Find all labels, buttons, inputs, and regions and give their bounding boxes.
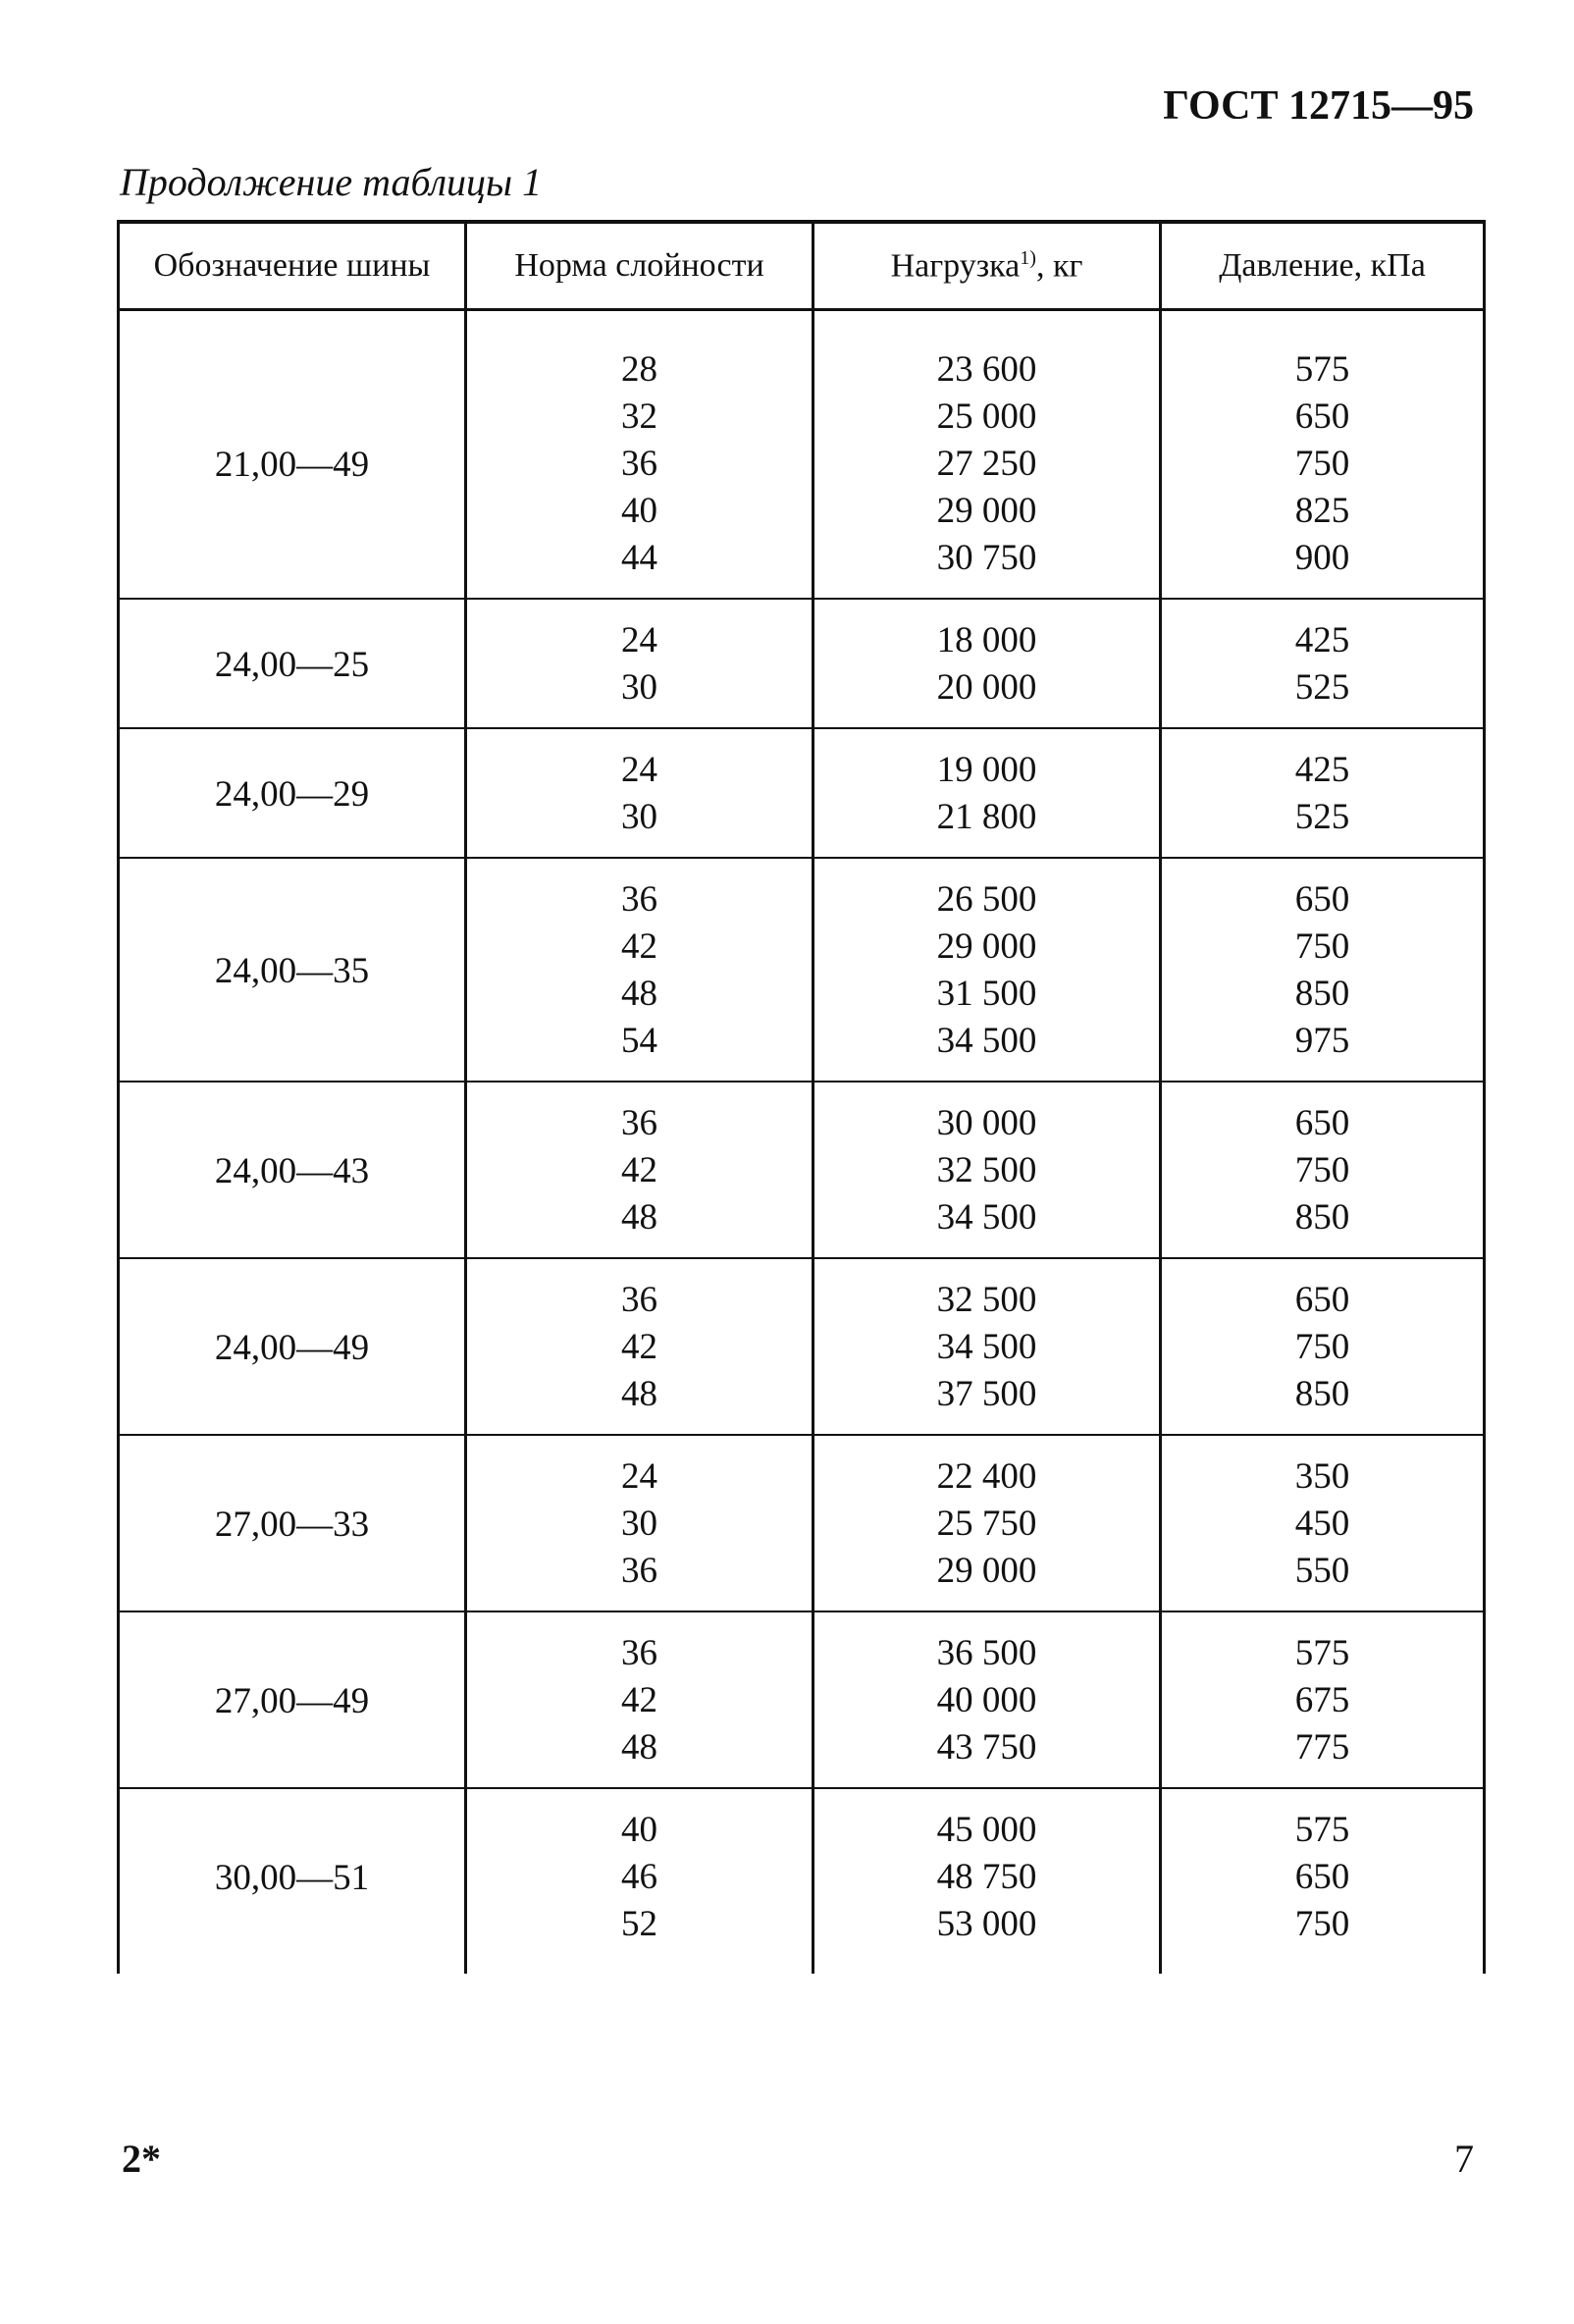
ply-rating-cell: [466, 1611, 813, 1788]
pressure-value: 575: [1294, 1633, 1350, 1673]
column-header-pressure: Давление, кПа: [1161, 222, 1485, 310]
document-code: ГОСТ 12715—95: [1163, 83, 1474, 129]
ply-value: 36: [621, 1103, 657, 1143]
pressure-value: 750: [1294, 444, 1350, 484]
load-cell: [813, 1611, 1161, 1788]
pressure-value: 850: [1294, 1197, 1350, 1238]
pressure-value: 525: [1294, 667, 1350, 708]
ply-rating-cell: [466, 858, 813, 1082]
load-value: 31 500: [936, 974, 1037, 1014]
table-row: [119, 310, 1485, 600]
table-row: [119, 599, 1485, 728]
table-row: [119, 858, 1485, 1082]
load-value: 20 000: [936, 667, 1037, 708]
ply-rating-cell: [466, 728, 813, 858]
load-value: 37 500: [936, 1374, 1037, 1414]
pressure-value: 575: [1294, 1810, 1350, 1850]
load-value: 30 750: [936, 538, 1037, 578]
load-cell: [813, 1082, 1161, 1258]
pressure-value: 850: [1294, 974, 1350, 1014]
pressure-cell: [1161, 1082, 1485, 1258]
load-value: 53 000: [936, 1904, 1037, 1944]
page-number: 7: [1454, 2137, 1474, 2181]
ply-value: 52: [621, 1904, 657, 1944]
ply-value: 46: [621, 1857, 657, 1897]
pressure-value: 550: [1294, 1551, 1350, 1591]
load-cell: [813, 1435, 1161, 1611]
column-header-tire: Обозначение шины: [119, 222, 466, 310]
load-value: 34 500: [936, 1197, 1037, 1238]
ply-value: 30: [621, 667, 657, 708]
tire-designation-cell: 27,00—33: [119, 1435, 466, 1611]
load-value: 18 000: [936, 620, 1037, 660]
pressure-value: 450: [1294, 1504, 1350, 1544]
pressure-cell: [1161, 858, 1485, 1082]
load-value: 45 000: [936, 1810, 1037, 1850]
ply-value: 36: [621, 1551, 657, 1591]
pressure-value: 525: [1294, 797, 1350, 837]
load-value: 25 750: [936, 1504, 1037, 1544]
load-cell: [813, 728, 1161, 858]
pressure-value: 900: [1294, 538, 1350, 578]
pressure-value: 975: [1294, 1021, 1350, 1061]
ply-rating-cell: [466, 599, 813, 728]
load-value: 19 000: [936, 750, 1037, 790]
load-header-label: Нагрузка: [890, 247, 1021, 285]
ply-value: 36: [621, 879, 657, 920]
ply-rating-cell: [466, 1435, 813, 1611]
load-value: 36 500: [936, 1633, 1037, 1673]
load-cell: [813, 599, 1161, 728]
pressure-value: 750: [1294, 1150, 1350, 1190]
column-header-load: [813, 222, 1161, 310]
pressure-cell: [1161, 599, 1485, 728]
ply-rating-cell: [466, 1788, 813, 1974]
ply-rating-cell: [466, 1082, 813, 1258]
pressure-cell: [1161, 310, 1485, 600]
ply-rating-cell: [466, 310, 813, 600]
pressure-value: 425: [1294, 750, 1350, 790]
pressure-cell: [1161, 1435, 1485, 1611]
pressure-value: 650: [1294, 1103, 1350, 1143]
pressure-value: 775: [1294, 1727, 1350, 1768]
table-header-row: [119, 222, 1485, 310]
pressure-value: 650: [1294, 1280, 1350, 1320]
pressure-value: 675: [1294, 1680, 1350, 1720]
tire-designation-cell: 24,00—35: [119, 858, 466, 1082]
pressure-value: 650: [1294, 396, 1350, 437]
ply-value: 28: [621, 349, 657, 390]
ply-value: 48: [621, 1374, 657, 1414]
ply-value: 24: [621, 1456, 657, 1497]
tire-designation-cell: 27,00—49: [119, 1611, 466, 1788]
pressure-value: 350: [1294, 1456, 1350, 1497]
load-cell: [813, 1258, 1161, 1435]
load-value: 29 000: [936, 926, 1037, 967]
ply-value: 40: [621, 491, 657, 531]
ply-value: 40: [621, 1810, 657, 1850]
ply-value: 36: [621, 444, 657, 484]
ply-value: 42: [621, 1327, 657, 1367]
load-header-unit: , кг: [1035, 247, 1083, 285]
ply-value: 36: [621, 1280, 657, 1320]
table-body: [119, 310, 1485, 1975]
tire-load-table: [117, 220, 1486, 1974]
load-value: 27 250: [936, 444, 1037, 484]
load-value: 48 750: [936, 1857, 1037, 1897]
pressure-value: 425: [1294, 620, 1350, 660]
load-value: 34 500: [936, 1021, 1037, 1061]
ply-rating-cell: [466, 1258, 813, 1435]
table-continuation-caption: Продолжение таблицы 1: [120, 160, 543, 204]
load-value: 21 800: [936, 797, 1037, 837]
load-value: 43 750: [936, 1727, 1037, 1768]
ply-value: 48: [621, 1727, 657, 1768]
pressure-cell: [1161, 728, 1485, 858]
pressure-cell: [1161, 1788, 1485, 1974]
load-value: 34 500: [936, 1327, 1037, 1367]
load-value: 22 400: [936, 1456, 1037, 1497]
pressure-value: 750: [1294, 1327, 1350, 1367]
pressure-value: 750: [1294, 926, 1350, 967]
table-row: [119, 1435, 1485, 1611]
pressure-value: 750: [1294, 1904, 1350, 1944]
load-value: 32 500: [936, 1150, 1037, 1190]
ply-value: 42: [621, 926, 657, 967]
load-value: 40 000: [936, 1680, 1037, 1720]
pressure-cell: [1161, 1258, 1485, 1435]
ply-value: 44: [621, 538, 657, 578]
load-value: 29 000: [936, 491, 1037, 531]
load-value: 29 000: [936, 1551, 1037, 1591]
pressure-value: 575: [1294, 349, 1350, 390]
column-header-ply: Норма слойности: [466, 222, 813, 310]
pressure-value: 825: [1294, 491, 1350, 531]
ply-value: 30: [621, 797, 657, 837]
ply-value: 32: [621, 396, 657, 437]
tire-designation-cell: 30,00—51: [119, 1788, 466, 1974]
load-cell: [813, 310, 1161, 600]
load-value: 25 000: [936, 396, 1037, 437]
ply-value: 24: [621, 750, 657, 790]
ply-value: 30: [621, 1504, 657, 1544]
ply-value: 42: [621, 1680, 657, 1720]
table-row: [119, 1611, 1485, 1788]
tire-designation-cell: 24,00—25: [119, 599, 466, 728]
pressure-cell: [1161, 1611, 1485, 1788]
table-row: [119, 1082, 1485, 1258]
ply-value: 48: [621, 974, 657, 1014]
table-row: [119, 728, 1485, 858]
table-row: [119, 1788, 1485, 1974]
load-value: 32 500: [936, 1280, 1037, 1320]
ply-value: 36: [621, 1633, 657, 1673]
load-value: 26 500: [936, 879, 1037, 920]
load-footnote-mark: 1): [1020, 246, 1036, 269]
sheet-signature: 2*: [122, 2137, 161, 2181]
load-cell: [813, 1788, 1161, 1974]
ply-value: 48: [621, 1197, 657, 1238]
tire-designation-cell: 24,00—43: [119, 1082, 466, 1258]
load-cell: [813, 858, 1161, 1082]
pressure-value: 850: [1294, 1374, 1350, 1414]
ply-value: 54: [621, 1021, 657, 1061]
tire-designation-cell: 24,00—49: [119, 1258, 466, 1435]
load-value: 23 600: [936, 349, 1037, 390]
tire-designation-cell: 24,00—29: [119, 728, 466, 858]
load-value: 30 000: [936, 1103, 1037, 1143]
table-row: [119, 1258, 1485, 1435]
tire-designation-cell: 21,00—49: [119, 310, 466, 600]
ply-value: 42: [621, 1150, 657, 1190]
pressure-value: 650: [1294, 1857, 1350, 1897]
pressure-value: 650: [1294, 879, 1350, 920]
ply-value: 24: [621, 620, 657, 660]
